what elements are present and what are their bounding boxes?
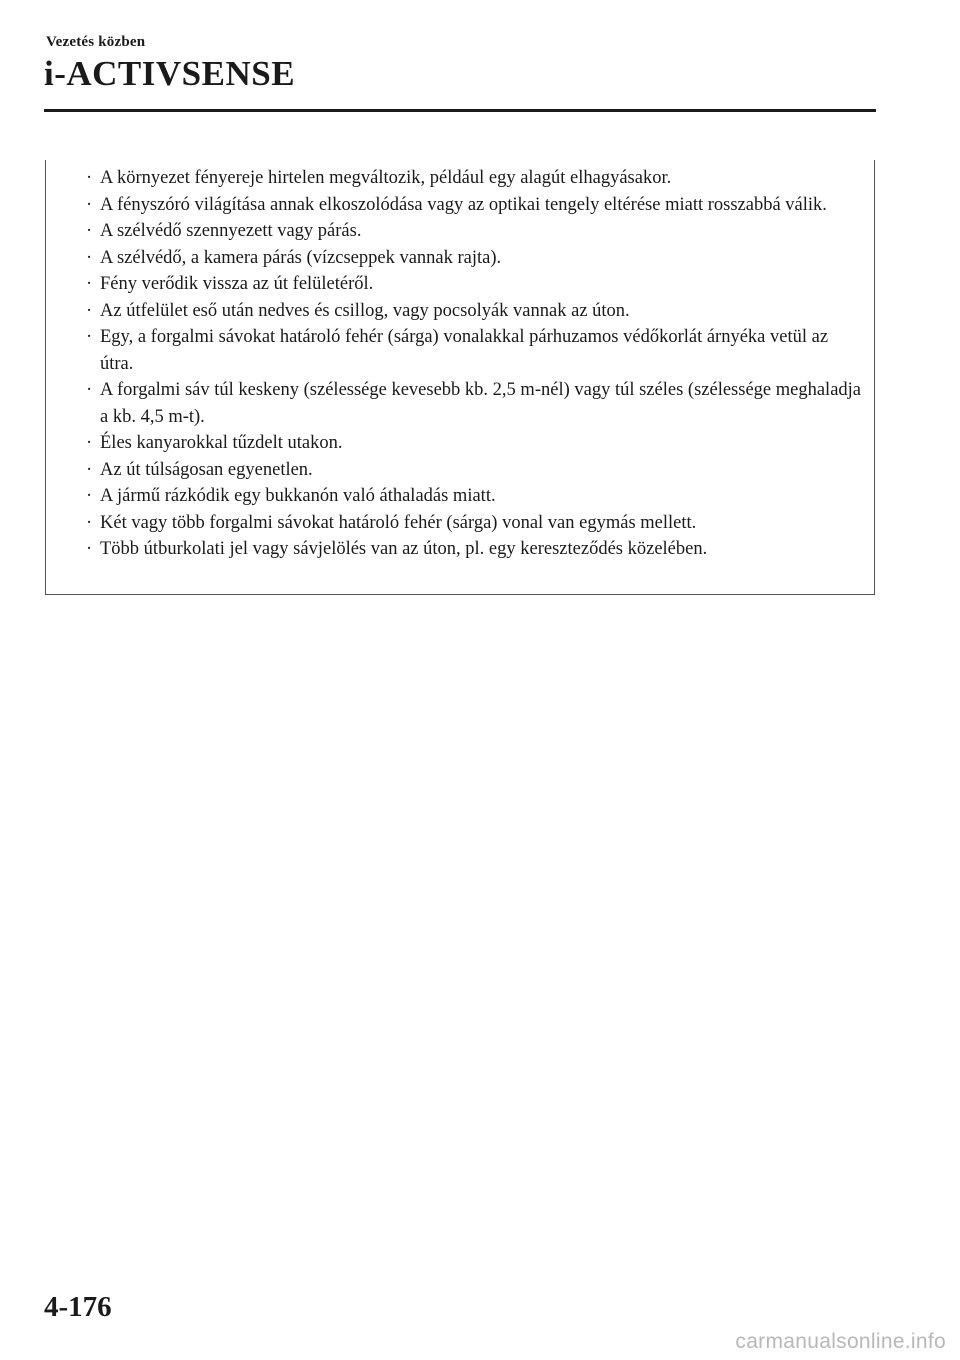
bullet-icon: · — [86, 486, 93, 506]
note-list — [86, 165, 866, 563]
bullet-icon: · — [86, 168, 93, 188]
list-item — [86, 245, 866, 272]
header-divider — [44, 109, 876, 112]
bullet-icon: · — [86, 221, 93, 241]
list-item — [86, 165, 866, 192]
page-number: 4-176 — [44, 1291, 112, 1323]
list-item — [86, 483, 866, 510]
list-item — [86, 510, 866, 537]
list-item — [86, 192, 866, 219]
watermark: carmanualsonline.info — [735, 1330, 946, 1353]
list-item-text: Fény verődik vissza az út felületéről. — [100, 274, 374, 294]
list-item-text: Egy, a forgalmi sávokat határoló fehér (sárga) vonalakkal párhuzamos védőkorlát árnyéka vetül az útra. — [100, 327, 829, 374]
list-item-text: A fényszóró világítása annak elkoszolódása vagy az optikai tengely eltérése miatt rosszabbá válik. — [100, 194, 827, 215]
list-item — [86, 457, 866, 484]
bullet-icon: · — [86, 380, 93, 400]
list-item-text: Az útfelület eső után nedves és csillog, vagy pocsolyák vannak az úton. — [100, 300, 630, 321]
list-item-text: A környezet fényereje hirtelen megváltozik, például egy alagút elhagyásakor. — [100, 168, 672, 188]
list-item-text: A jármű rázkódik egy bukkanón való áthaladás miatt. — [100, 486, 496, 506]
list-item — [86, 324, 866, 377]
section-label: Vezetés közben — [46, 34, 146, 50]
list-item-text: A forgalmi sáv túl keskeny (szélessége kevesebb kb. 2,5 m-nél) vagy túl széles (szélessége meghaladja a kb. 4,5 m-t). — [100, 380, 862, 427]
bullet-icon: · — [86, 300, 93, 321]
list-item — [86, 298, 866, 325]
bullet-icon: · — [86, 433, 93, 453]
chapter-title: i-ACTIVSENSE — [44, 54, 296, 93]
list-item-text: Több útburkolati jel vagy sávjelölés van az úton, pl. egy kereszteződés közelében. — [100, 539, 708, 559]
bullet-icon: · — [86, 539, 93, 559]
bullet-icon: · — [86, 194, 93, 215]
list-item-text: Az út túlságosan egyenetlen. — [100, 459, 313, 480]
list-item — [86, 430, 866, 457]
list-item-text: A szélvédő szennyezett vagy párás. — [100, 221, 362, 241]
bullet-icon: · — [86, 459, 93, 480]
list-item — [86, 218, 866, 245]
bullet-icon: · — [86, 327, 93, 347]
bullet-icon: · — [86, 274, 93, 294]
list-item — [86, 536, 866, 563]
list-item-text: Éles kanyarokkal tűzdelt utakon. — [100, 433, 343, 453]
list-item-text: Két vagy több forgalmi sávokat határoló fehér (sárga) vonal van egymás mellett. — [100, 512, 697, 533]
list-item — [86, 271, 866, 298]
bullet-icon: · — [86, 247, 93, 268]
bullet-icon: · — [86, 512, 93, 533]
note-box — [45, 160, 875, 595]
list-item — [86, 377, 866, 430]
list-item-text: A szélvédő, a kamera párás (vízcseppek vannak rajta). — [100, 247, 502, 268]
